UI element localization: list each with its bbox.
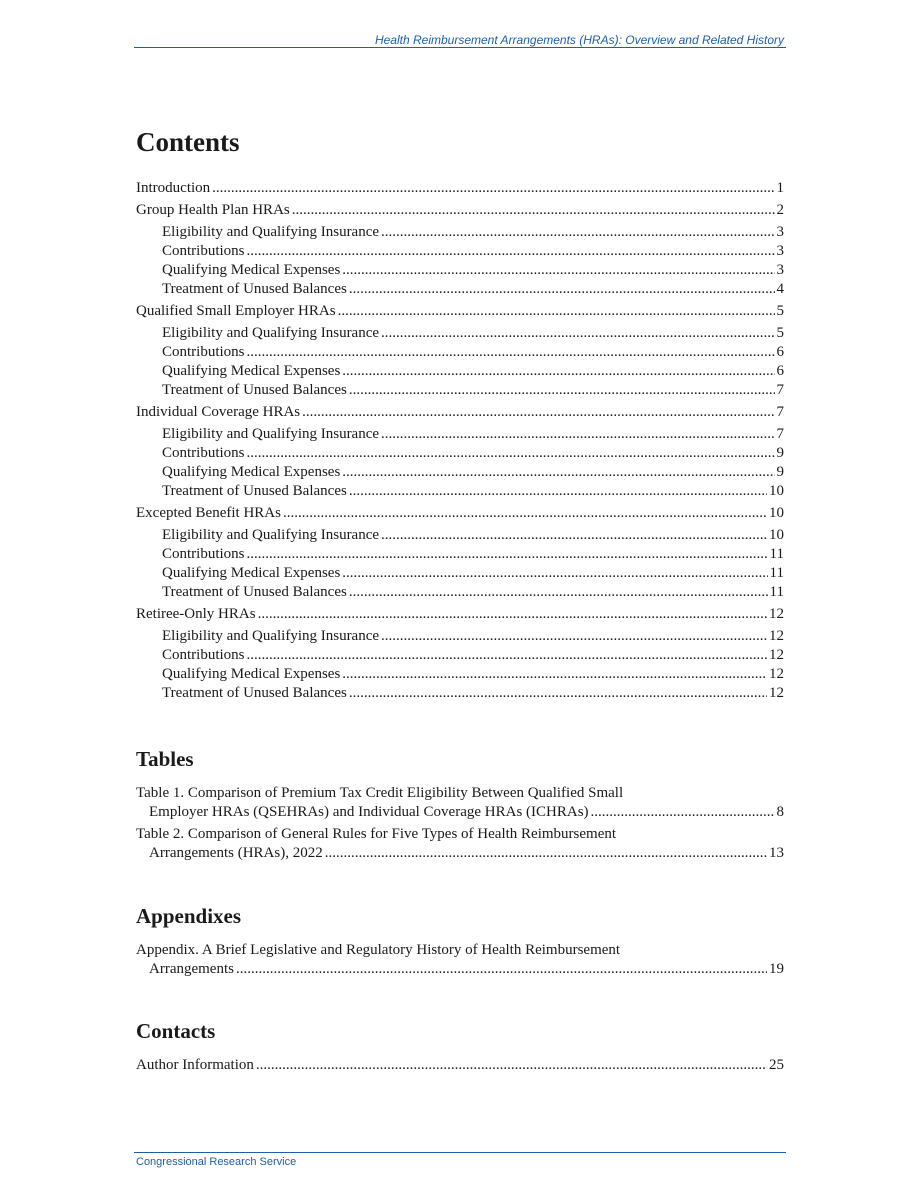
toc-entry-title: Eligibility and Qualifying Insurance xyxy=(162,628,380,644)
toc-table-entry[interactable] xyxy=(136,825,784,863)
toc-tables xyxy=(136,784,784,863)
running-footer xyxy=(134,1152,786,1168)
toc-entry-title: Treatment of Unused Balances xyxy=(162,382,347,398)
toc-page-number: 7 xyxy=(776,404,784,420)
toc-page-number: 10 xyxy=(769,505,784,521)
toc-page-number: 6 xyxy=(776,363,784,379)
dot-leader xyxy=(247,545,768,564)
dot-leader xyxy=(381,425,774,444)
appendixes-heading: Appendixes xyxy=(136,904,242,928)
toc-page-number: 10 xyxy=(769,527,784,543)
dot-leader xyxy=(212,179,774,198)
dot-leader xyxy=(302,403,774,422)
toc-page-number: 9 xyxy=(776,445,784,461)
dot-leader xyxy=(381,223,774,242)
toc-page-number: 3 xyxy=(776,243,784,259)
toc-page-number: 12 xyxy=(769,685,784,701)
toc-entry-title: Contributions xyxy=(162,546,245,562)
toc-page-number: 5 xyxy=(776,303,784,319)
toc-page-number: 4 xyxy=(776,281,784,297)
toc-contacts xyxy=(136,1056,784,1075)
dot-leader xyxy=(256,1056,767,1075)
toc-subsection-entry[interactable] xyxy=(136,646,784,665)
toc-entry-title: Arrangements (HRAs), 2022 xyxy=(149,845,323,861)
toc-appendixes xyxy=(136,941,784,979)
toc-subsection-entry[interactable] xyxy=(136,482,784,501)
running-header xyxy=(134,33,786,48)
toc-page-number: 19 xyxy=(769,961,784,977)
dot-leader xyxy=(349,684,767,703)
dot-leader xyxy=(258,605,767,624)
toc-entry-title: Contributions xyxy=(162,445,245,461)
dot-leader xyxy=(247,646,767,665)
toc-subsection-entry[interactable] xyxy=(136,343,784,362)
toc-subsection-entry[interactable] xyxy=(136,665,784,684)
toc-entry-title: Treatment of Unused Balances xyxy=(162,281,347,297)
toc-subsection-entry[interactable] xyxy=(136,463,784,482)
toc-page-number: 3 xyxy=(776,262,784,278)
toc-subsection-entry[interactable] xyxy=(136,362,784,381)
toc-entry-title: Qualifying Medical Expenses xyxy=(162,262,341,278)
toc-subsection-entry[interactable] xyxy=(136,381,784,400)
toc-entry-title: Contributions xyxy=(162,344,245,360)
toc-subsection-entry[interactable] xyxy=(136,425,784,444)
toc-page-number: 7 xyxy=(776,426,784,442)
dot-leader xyxy=(381,526,767,545)
dot-leader xyxy=(342,564,767,583)
toc-page-number: 2 xyxy=(776,202,784,218)
toc-page-number: 13 xyxy=(769,845,784,861)
toc-entry-title: Eligibility and Qualifying Insurance xyxy=(162,527,380,543)
toc-page-number: 8 xyxy=(776,804,784,820)
toc-section-entry[interactable] xyxy=(136,605,784,624)
toc-entry-title: Excepted Benefit HRAs xyxy=(136,505,281,521)
toc-entry-title: Contributions xyxy=(162,243,245,259)
toc-page xyxy=(136,124,784,1075)
dot-leader xyxy=(283,504,767,523)
toc-entry-title: Introduction xyxy=(136,180,211,196)
toc-entry-title-line1: Table 1. Comparison of Premium Tax Credit Eligibility Between Qualified Small xyxy=(136,785,624,801)
dot-leader xyxy=(381,324,774,343)
toc-page-number: 12 xyxy=(769,666,784,682)
dot-leader xyxy=(342,665,767,684)
toc-entry-title: Arrangements xyxy=(149,961,234,977)
toc-subsection-entry[interactable] xyxy=(136,444,784,463)
toc-page-number: 12 xyxy=(769,606,784,622)
toc-subsection-entry[interactable] xyxy=(136,583,784,602)
tables-heading: Tables xyxy=(136,747,194,771)
dot-leader xyxy=(349,583,768,602)
toc-entry-title: Eligibility and Qualifying Insurance xyxy=(162,224,380,240)
dot-leader xyxy=(349,381,775,400)
toc-entry-title: Employer HRAs (QSEHRAs) and Individual Coverage HRAs (ICHRAs) xyxy=(149,804,589,820)
dot-leader xyxy=(247,343,775,362)
toc-entry-title: Treatment of Unused Balances xyxy=(162,685,347,701)
dot-leader xyxy=(349,280,775,299)
dot-leader xyxy=(338,302,775,321)
toc-section-entry[interactable] xyxy=(136,302,784,321)
dot-leader xyxy=(342,261,774,280)
toc-entry-title: Qualifying Medical Expenses xyxy=(162,464,341,480)
toc-page-number: 12 xyxy=(769,628,784,644)
toc-page-number: 3 xyxy=(776,224,784,240)
dot-leader xyxy=(247,242,775,261)
toc-page-number: 25 xyxy=(769,1057,784,1073)
toc-subsection-entry[interactable] xyxy=(136,324,784,343)
footer-label: Congressional Research Service xyxy=(136,1156,297,1168)
toc-entry-title: Qualified Small Employer HRAs xyxy=(136,303,336,319)
toc-entry-continuation xyxy=(136,960,784,979)
toc-page-number: 11 xyxy=(769,546,784,562)
dot-leader xyxy=(325,844,767,863)
toc-section-entry[interactable] xyxy=(136,179,784,198)
toc-entry-title: Treatment of Unused Balances xyxy=(162,483,347,499)
dot-leader xyxy=(381,627,767,646)
contents-heading: Contents xyxy=(136,127,240,157)
toc-subsection-entry[interactable] xyxy=(136,223,784,242)
dot-leader xyxy=(247,444,775,463)
header-title: Health Reimbursement Arrangements (HRAs): Overview and Related History xyxy=(374,33,784,47)
dot-leader xyxy=(236,960,767,979)
toc-subsection-entry[interactable] xyxy=(136,684,784,703)
toc-entry-title: Treatment of Unused Balances xyxy=(162,584,347,600)
toc-entry-title: Eligibility and Qualifying Insurance xyxy=(162,426,380,442)
toc-entry-title: Qualifying Medical Expenses xyxy=(162,363,341,379)
toc-subsection-entry[interactable] xyxy=(136,545,784,564)
toc-page-number: 11 xyxy=(769,565,784,581)
dot-leader xyxy=(349,482,767,501)
dot-leader xyxy=(342,463,774,482)
toc-entry-title: Contributions xyxy=(162,647,245,663)
toc-entry-title-line1: Table 2. Comparison of General Rules for Five Types of Health Reimbursement xyxy=(136,826,617,842)
toc-subsection-entry[interactable] xyxy=(136,280,784,299)
toc-page-number: 10 xyxy=(769,483,784,499)
toc-page-number: 5 xyxy=(776,325,784,341)
toc-section-entry[interactable] xyxy=(136,403,784,422)
toc-subsection-entry[interactable] xyxy=(136,564,784,583)
toc-page-number: 12 xyxy=(769,647,784,663)
toc-page-number: 11 xyxy=(769,584,784,600)
toc-appendix-entry[interactable] xyxy=(136,941,784,979)
toc-entry-title: Qualifying Medical Expenses xyxy=(162,565,341,581)
contacts-heading: Contacts xyxy=(136,1019,216,1043)
toc-table-entry[interactable] xyxy=(136,784,784,822)
toc-subsection-entry[interactable] xyxy=(136,261,784,280)
toc-sections xyxy=(136,179,784,703)
toc-page-number: 6 xyxy=(776,344,784,360)
toc-section-entry[interactable] xyxy=(136,201,784,220)
toc-contact-entry[interactable] xyxy=(136,1056,784,1075)
toc-section-entry[interactable] xyxy=(136,504,784,523)
toc-subsection-entry[interactable] xyxy=(136,627,784,646)
toc-entry-title: Retiree-Only HRAs xyxy=(136,606,256,622)
toc-subsection-entry[interactable] xyxy=(136,242,784,261)
toc-page-number: 7 xyxy=(776,382,784,398)
toc-entry-title: Eligibility and Qualifying Insurance xyxy=(162,325,380,341)
toc-page-number: 9 xyxy=(776,464,784,480)
dot-leader xyxy=(342,362,774,381)
toc-page-number: 1 xyxy=(776,180,784,196)
toc-entry-title: Author Information xyxy=(136,1057,254,1073)
toc-entry-continuation xyxy=(136,803,784,822)
toc-subsection-entry[interactable] xyxy=(136,526,784,545)
toc-entry-title: Qualifying Medical Expenses xyxy=(162,666,341,682)
toc-entry-title: Individual Coverage HRAs xyxy=(136,404,301,420)
toc-entry-title-line1: Appendix. A Brief Legislative and Regulatory History of Health Reimbursement xyxy=(136,942,621,958)
dot-leader xyxy=(292,201,775,220)
dot-leader xyxy=(591,803,775,822)
toc-entry-title: Group Health Plan HRAs xyxy=(136,202,290,218)
toc-entry-continuation xyxy=(136,844,784,863)
